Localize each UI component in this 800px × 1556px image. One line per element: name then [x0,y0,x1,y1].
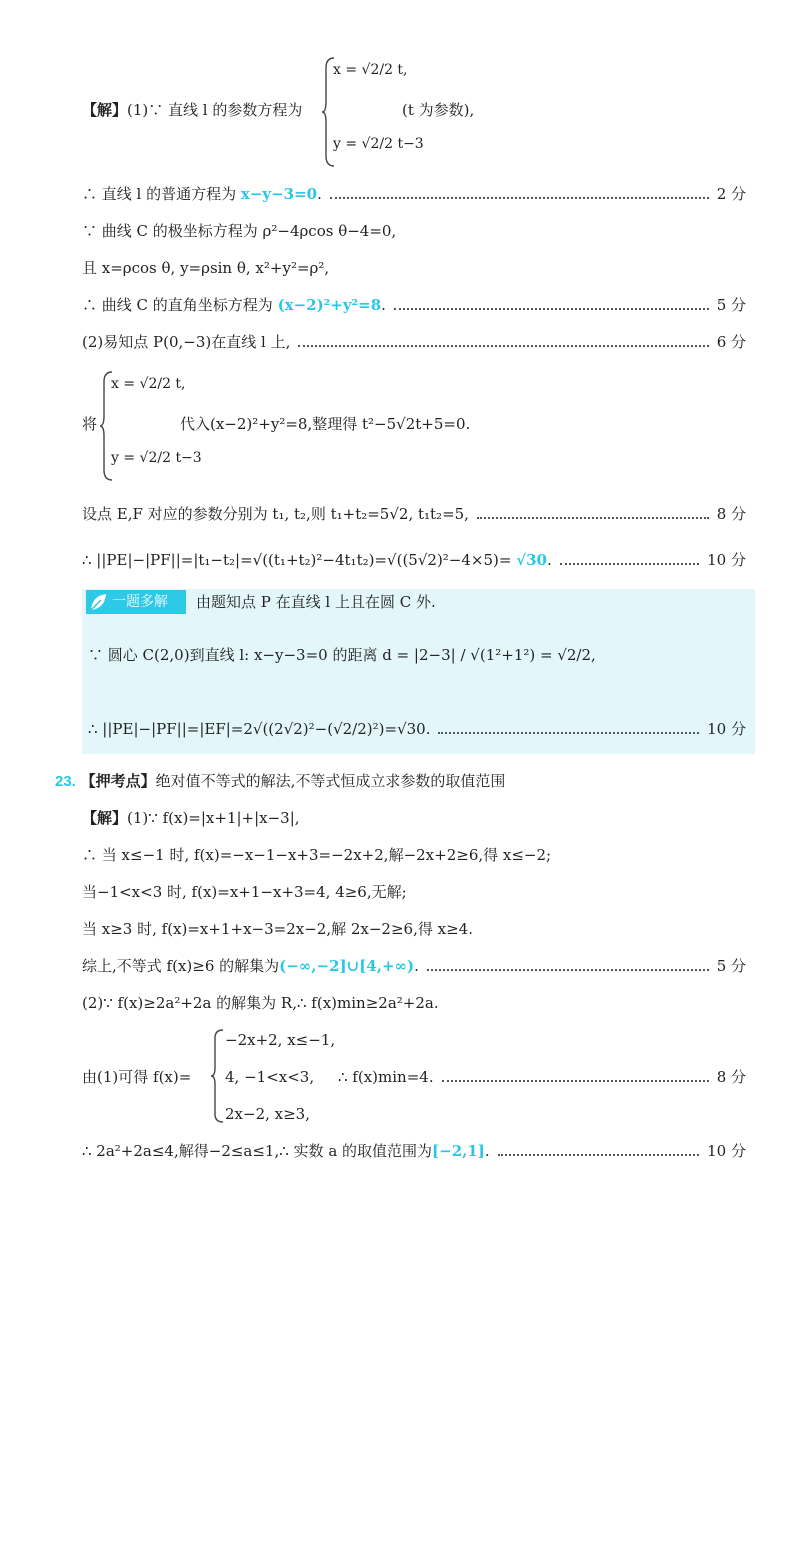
score-5: 5 分 [716,296,746,314]
substitute-text: 代入(x−2)²+y²=8,整理得 t²−5√2t+5=0. [180,415,471,433]
score-8: 8 分 [716,1068,746,1086]
score-6: 6 分 [716,333,746,351]
answer-rect-eq: (x−2)²+y²=8 [277,296,382,314]
part2-intro: (2)易知点 P(0,−3)在直线 l 上, 6 分 [82,333,746,351]
sub-eq-y: y = √2/2 t−3 [111,450,202,466]
alt-intro: 由题知点 P 在直线 l 上且在圆 C 外. [196,593,436,611]
substitute-lead: 将 [82,415,98,433]
leaf-icon [86,590,112,614]
alt-distance: ∵ 圆心 C(2,0)到直线 l: x−y−3=0 的距离 d = |2−3| / √(1²+1²) = √2/2, [88,646,596,664]
q23-fdef: 【解】(1)∵ f(x)=|x+1|+|x−3|, [82,809,300,827]
piecewise-lead: 由(1)可得 f(x)= [82,1068,192,1086]
leader-dots [394,308,709,310]
param-eq-y: y = √2/2 t−3 [333,136,424,152]
param-note: (t 为参数), [402,101,475,119]
score-8: 8 分 [716,505,746,523]
leader-dots [298,345,708,347]
solution-label: 【解】 [82,101,128,119]
leader-dots [560,563,699,565]
piece-1: −2x+2, x≤−1, [225,1031,336,1049]
leader-dots [330,197,709,199]
score-10: 10 分 [707,1142,746,1160]
sub-eq-x: x = √2/2 t, [111,376,186,392]
q23-heading [55,771,505,792]
answer-line-eq: x−y−3=0 [240,185,318,203]
piecewise-brace [211,1028,225,1124]
q22-part1-intro: 【解】(1)∵ 直线 l 的参数方程为 [82,101,303,119]
part2-condition: (2)∵ f(x)≥2a²+2a 的解集为 R,∴ f(x)min≥2a²+2a. [82,994,439,1012]
rect-eq: ∴ 曲线 C 的直角坐标方程为 (x−2)²+y²=8. 5 分 [82,296,746,314]
leader-dots [438,732,699,734]
piece-3: 2x−2, x≥3, [225,1105,310,1123]
answer-range: [−2,1] [432,1142,485,1160]
score-2: 2 分 [716,185,746,203]
answer-sqrt30: √30 [516,551,547,569]
alt-solution-badge: 一题多解 [86,590,186,614]
leader-dots [498,1154,699,1156]
question-number: 23. [55,773,76,790]
case-1: ∴ 当 x≤−1 时, f(x)=−x−1−x+3=−2x+2,解−2x+2≥6,得 x≤−2; [82,846,552,864]
case-3: 当 x≥3 时, f(x)=x+1+x−3=2x−2,解 2x−2≥6,得 x≥4. [82,920,473,938]
piece-2: 4, −1<x<3, [225,1068,315,1086]
answer-solution-set: (−∞,−2]∪[4,+∞) [279,957,415,975]
line-normal-eq: ∴ 直线 l 的普通方程为 x−y−3=0. 2 分 [82,185,746,203]
topic-text: 绝对值不等式的解法,不等式恒成立求参数的取值范围 [155,772,506,790]
polar-eq: ∵ 曲线 C 的极坐标方程为 ρ²−4ρcos θ−4=0, [82,222,397,240]
alt-result: ∴ ||PE|−|PF||=|EF|=2√((2√2)²−(√2/2)²)=√30. 10 分 [88,720,746,738]
score-10: 10 分 [707,551,746,569]
solution-label: 【解】 [82,809,128,827]
topic-label: 【押考点】 [80,772,156,790]
final-line: ∴ 2a²+2a≤4,解得−2≤a≤1,∴ 实数 a 的取值范围为[−2,1]. 10 分 [82,1142,746,1160]
min-value-line: ∴ f(x)min=4. 8 分 [338,1068,746,1086]
result-line: ∴ ||PE|−|PF||=|t₁−t₂|=√((t₁+t₂)²−4t₁t₂)=√((5√2)²−4×5)= √30. 10 分 [82,551,746,569]
alt-score-10: 10 分 [707,720,746,738]
param-eq-x: x = √2/2 t, [333,62,408,78]
case-2: 当−1<x<3 时, f(x)=x+1−x+3=4, 4≥6,无解; [82,883,407,901]
vieta-line: 设点 E,F 对应的参数分别为 t₁, t₂,则 t₁+t₂=5√2, t₁t₂=5, 8 分 [82,505,746,523]
score-5: 5 分 [716,957,746,975]
polar-relation: 且 x=ρcos θ, y=ρsin θ, x²+y²=ρ², [82,259,330,277]
leader-dots [442,1080,709,1082]
leader-dots [427,969,709,971]
summary-line: 综上,不等式 f(x)≥6 的解集为(−∞,−2]∪[4,+∞). 5 分 [82,957,746,975]
leader-dots [477,517,709,519]
